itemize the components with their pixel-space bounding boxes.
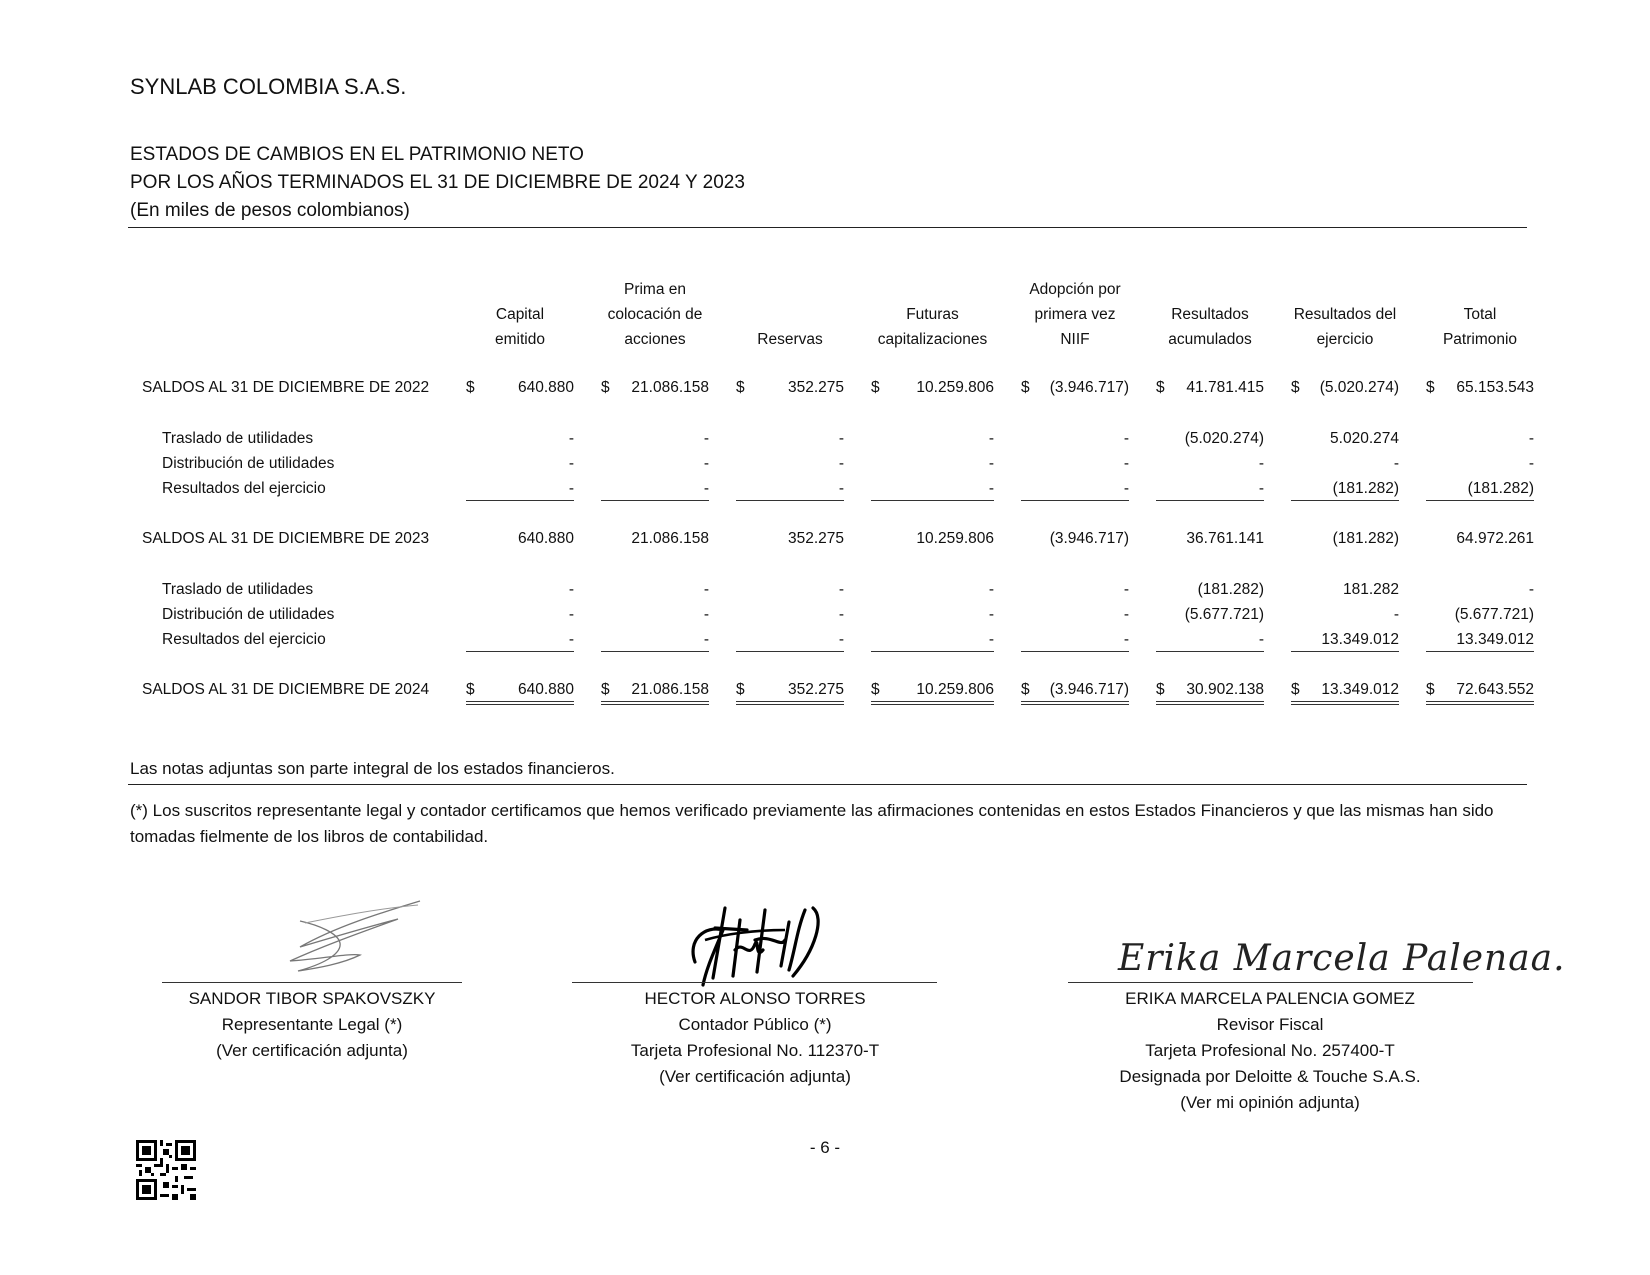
cell-value: 181.282 [1342, 581, 1399, 598]
cell-value: 36.761.141 [1186, 530, 1264, 547]
cell-value: 21.086.158 [631, 379, 709, 396]
cell-value: - [1393, 455, 1399, 472]
signature-line-accountant [572, 982, 937, 983]
cell-value: 640.880 [517, 379, 574, 396]
currency-symbol: $ [1426, 681, 1435, 698]
table-cell [1291, 455, 1399, 475]
page-number: - 6 - [809, 1138, 841, 1157]
column-header-line: Total [1463, 306, 1497, 323]
statement-period: POR LOS AÑOS TERMINADOS EL 31 DE DICIEMBRE DE 2024 Y 2023 [130, 172, 745, 193]
signatory-role: Contador Público (*) [678, 1015, 832, 1034]
cell-value: 352.275 [787, 530, 844, 547]
table-cell [1156, 681, 1264, 701]
cell-value: - [703, 480, 709, 497]
cell-value: 640.880 [517, 681, 574, 698]
cell-value: (5.020.274) [1184, 430, 1264, 447]
table-cell [736, 631, 844, 651]
table-cell [1021, 379, 1129, 399]
table-cell [1156, 530, 1264, 550]
column-header-line: Resultados del [1293, 306, 1397, 323]
currency-symbol: $ [736, 681, 745, 698]
cell-value: - [1123, 430, 1129, 447]
cell-value: - [988, 631, 994, 648]
column-header-line: acumulados [1168, 331, 1252, 348]
cell-value: (3.946.717) [1049, 379, 1129, 396]
movement-row-label: Traslado de utilidades [162, 581, 314, 598]
table-cell [736, 606, 844, 626]
table-cell [871, 455, 994, 475]
table-cell [871, 430, 994, 450]
cell-value: 13.349.012 [1456, 631, 1534, 648]
cell-value: 21.086.158 [631, 530, 709, 547]
table-cell [736, 530, 844, 550]
cell-value: - [1123, 606, 1129, 623]
table-cell [466, 530, 574, 550]
cell-value: (181.282) [1197, 581, 1264, 598]
column-header-line: Futuras [906, 306, 959, 323]
statement-title: ESTADOS DE CAMBIOS EN EL PATRIMONIO NETO [130, 144, 584, 165]
column-header-line: Patrimonio [1442, 331, 1518, 348]
cell-value: - [1123, 455, 1129, 472]
subtotal-underline [1291, 500, 1399, 501]
movement-row-label: Distribución de utilidades [162, 606, 335, 623]
signatory-detail: (Ver mi opinión adjunta) [1180, 1093, 1360, 1112]
total-double-underline [1426, 701, 1534, 705]
table-cell [1021, 430, 1129, 450]
subtotal-underline [1426, 651, 1534, 652]
table-cell [1291, 606, 1399, 626]
total-double-underline [736, 701, 844, 705]
currency-symbol: $ [871, 379, 880, 396]
cell-value: (181.282) [1332, 530, 1399, 547]
signature-line-legal-rep [162, 982, 462, 983]
table-cell [466, 581, 574, 601]
cell-value: - [988, 480, 994, 497]
column-header-line: colocación de [607, 306, 703, 323]
cell-value: 10.259.806 [916, 681, 994, 698]
column-header-line: NIIF [1060, 331, 1090, 348]
total-double-underline [1156, 701, 1264, 705]
cell-value: 352.275 [787, 681, 844, 698]
table-cell [466, 606, 574, 626]
cell-value: - [1123, 631, 1129, 648]
table-cell [871, 606, 994, 626]
table-cell [1021, 581, 1129, 601]
table-cell [1021, 681, 1129, 701]
table-cell [736, 681, 844, 701]
table-cell [871, 379, 994, 399]
statement-units: (En miles de pesos colombianos) [130, 200, 410, 221]
column-header-line: Resultados [1171, 306, 1249, 323]
table-cell [466, 480, 574, 500]
cell-value: - [1258, 455, 1264, 472]
table-cell [1291, 681, 1399, 701]
subtotal-underline [1426, 500, 1534, 501]
cell-value: - [1528, 430, 1534, 447]
cell-value: - [838, 455, 844, 472]
currency-symbol: $ [466, 379, 475, 396]
subtotal-underline [871, 500, 994, 501]
column-header-line: Capital [495, 306, 545, 323]
balance-row-label: SALDOS AL 31 DE DICIEMBRE DE 2023 [142, 530, 430, 547]
table-cell [736, 379, 844, 399]
currency-symbol: $ [871, 681, 880, 698]
cell-value: 10.259.806 [916, 379, 994, 396]
subtotal-underline [871, 651, 994, 652]
cell-value: 30.902.138 [1186, 681, 1264, 698]
table-cell [1426, 681, 1534, 701]
total-double-underline [601, 701, 709, 705]
cell-value: - [703, 631, 709, 648]
column-header-line: ejercicio [1316, 331, 1374, 348]
table-cell [871, 631, 994, 651]
balance-row-label: SALDOS AL 31 DE DICIEMBRE DE 2024 [142, 681, 430, 698]
subtotal-underline [601, 500, 709, 501]
table-cell [1291, 379, 1399, 399]
currency-symbol: $ [1156, 379, 1165, 396]
table-cell [1156, 631, 1264, 651]
table-cell [1291, 480, 1399, 500]
cell-value: - [568, 631, 574, 648]
table-cell [736, 480, 844, 500]
balance-row-label: SALDOS AL 31 DE DICIEMBRE DE 2022 [142, 379, 430, 396]
cell-value: 65.153.543 [1456, 379, 1534, 396]
cell-value: - [703, 430, 709, 447]
cell-value: (181.282) [1332, 480, 1399, 497]
table-cell [1426, 581, 1534, 601]
cell-value: - [1123, 581, 1129, 598]
signature-accountant [685, 900, 845, 990]
table-cell [1426, 530, 1534, 550]
movement-row-label: Resultados del ejercicio [162, 480, 326, 497]
column-header-line: Prima en [623, 281, 687, 298]
table-cell [1156, 606, 1264, 626]
cell-value: 64.972.261 [1456, 530, 1534, 547]
cell-value: - [988, 455, 994, 472]
cell-value: - [568, 455, 574, 472]
table-cell [736, 581, 844, 601]
subtotal-underline [601, 651, 709, 652]
table-cell [1021, 480, 1129, 500]
table-cell [1156, 430, 1264, 450]
cell-value: (3.946.717) [1049, 530, 1129, 547]
signatory-name: HECTOR ALONSO TORRES [644, 989, 866, 1008]
table-cell [601, 530, 709, 550]
table-cell [1426, 606, 1534, 626]
table-cell [736, 430, 844, 450]
column-header-line: emitido [495, 331, 545, 348]
subtotal-underline [1021, 651, 1129, 652]
table-cell [1021, 455, 1129, 475]
subtotal-underline [1156, 500, 1264, 501]
column-header-line: acciones [624, 331, 686, 348]
cell-value: - [568, 430, 574, 447]
table-cell [1156, 480, 1264, 500]
cell-value: - [838, 581, 844, 598]
total-double-underline [1021, 701, 1129, 705]
currency-symbol: $ [466, 681, 475, 698]
cell-value: - [1528, 581, 1534, 598]
table-cell [601, 480, 709, 500]
subtotal-underline [1291, 651, 1399, 652]
signatory-detail: Designada por Deloitte & Touche S.A.S. [1119, 1067, 1421, 1086]
movement-row-label: Traslado de utilidades [162, 430, 314, 447]
cell-value: - [838, 430, 844, 447]
table-cell [466, 379, 574, 399]
cell-value: - [988, 606, 994, 623]
title-divider [128, 227, 1527, 228]
table-cell [871, 681, 994, 701]
cell-value: - [1258, 480, 1264, 497]
cell-value: - [568, 606, 574, 623]
cell-value: 72.643.552 [1456, 681, 1534, 698]
cell-value: 640.880 [517, 530, 574, 547]
cell-value: - [988, 581, 994, 598]
table-cell [1021, 606, 1129, 626]
column-header-line: Reservas [757, 331, 823, 348]
currency-symbol: $ [1291, 379, 1300, 396]
column-header [1390, 302, 1570, 352]
table-cell [601, 455, 709, 475]
total-double-underline [466, 701, 574, 705]
cell-value: 41.781.415 [1186, 379, 1264, 396]
cell-value: - [838, 606, 844, 623]
cell-value: 21.086.158 [631, 681, 709, 698]
notes-integral-text: Las notas adjuntas son parte integral de los estados financieros. [130, 759, 615, 778]
cell-value: - [988, 430, 994, 447]
column-header-line: Adopción por [1029, 281, 1121, 298]
company-name: SYNLAB COLOMBIA S.A.S. [130, 74, 407, 99]
signature-legal-rep [280, 895, 430, 975]
column-header-line: capitalizaciones [877, 331, 988, 348]
table-cell [601, 606, 709, 626]
signatory-detail: Tarjeta Profesional No. 257400-T [1145, 1041, 1395, 1060]
signatory-detail: Tarjeta Profesional No. 112370-T [630, 1041, 880, 1060]
subtotal-underline [1021, 500, 1129, 501]
cell-value: - [1123, 480, 1129, 497]
table-cell [1291, 530, 1399, 550]
signatory-detail: (Ver certificación adjunta) [216, 1041, 408, 1060]
total-double-underline [1291, 701, 1399, 705]
table-cell [1021, 631, 1129, 651]
table-cell [736, 455, 844, 475]
table-cell [871, 480, 994, 500]
subtotal-underline [466, 651, 574, 652]
table-cell [466, 631, 574, 651]
currency-symbol: $ [1426, 379, 1435, 396]
table-cell [871, 530, 994, 550]
table-cell [1426, 631, 1534, 651]
movement-row-label: Resultados del ejercicio [162, 631, 326, 648]
table-cell [601, 581, 709, 601]
cell-value: - [703, 581, 709, 598]
total-double-underline [871, 701, 994, 705]
table-cell [1426, 379, 1534, 399]
signatory-name: SANDOR TIBOR SPAKOVSZKY [188, 989, 436, 1008]
currency-symbol: $ [1021, 681, 1030, 698]
signature-line-fiscal-reviewer [1068, 982, 1473, 983]
cell-value: - [703, 455, 709, 472]
table-cell [601, 681, 709, 701]
cell-value: - [1528, 455, 1534, 472]
table-cell [466, 455, 574, 475]
table-cell [466, 681, 574, 701]
currency-symbol: $ [1156, 681, 1165, 698]
table-cell [1156, 581, 1264, 601]
table-cell [1426, 430, 1534, 450]
subtotal-underline [736, 651, 844, 652]
cell-value: - [568, 581, 574, 598]
currency-symbol: $ [1021, 379, 1030, 396]
table-cell [1291, 581, 1399, 601]
table-cell [601, 631, 709, 651]
subtotal-underline [1156, 651, 1264, 652]
table-cell [1156, 379, 1264, 399]
cell-value: - [568, 480, 574, 497]
table-cell [1426, 455, 1534, 475]
table-cell [601, 430, 709, 450]
notes-divider [128, 784, 1527, 785]
cell-value: 13.349.012 [1321, 681, 1399, 698]
table-cell [1156, 455, 1264, 475]
table-cell [1291, 631, 1399, 651]
table-cell [1021, 530, 1129, 550]
cell-value: - [1393, 606, 1399, 623]
certification-text: (*) Los suscritos representante legal y contador certificamos que hemos verificado previamente las afirmaciones contenidas en estos Estados Financieros y que las mismas han sido tomadas fielmente de los libros de contabilidad. [130, 801, 1494, 846]
cell-value: - [703, 606, 709, 623]
cell-value: (5.677.721) [1184, 606, 1264, 623]
column-header-line: primera vez [1034, 306, 1116, 323]
signatory-role: Representante Legal (*) [221, 1015, 403, 1034]
table-cell [871, 581, 994, 601]
table-cell [1291, 430, 1399, 450]
cell-value: 352.275 [787, 379, 844, 396]
table-cell [601, 379, 709, 399]
qr-code-icon [136, 1140, 196, 1200]
cell-value: - [838, 480, 844, 497]
signatory-role: Revisor Fiscal [1216, 1015, 1324, 1034]
currency-symbol: $ [1291, 681, 1300, 698]
currency-symbol: $ [736, 379, 745, 396]
table-cell [1426, 480, 1534, 500]
cell-value: 5.020.274 [1330, 430, 1399, 447]
cell-value: (181.282) [1467, 480, 1534, 497]
cell-value: (3.946.717) [1049, 681, 1129, 698]
movement-row-label: Distribución de utilidades [162, 455, 335, 472]
signatory-detail: (Ver certificación adjunta) [659, 1067, 851, 1086]
cell-value: - [838, 631, 844, 648]
subtotal-underline [736, 500, 844, 501]
cell-value: 10.259.806 [916, 530, 994, 547]
currency-symbol: $ [601, 379, 610, 396]
table-cell [466, 430, 574, 450]
cell-value: - [1258, 631, 1264, 648]
cell-value: (5.020.274) [1319, 379, 1399, 396]
cell-value: (5.677.721) [1454, 606, 1534, 623]
cell-value: 13.349.012 [1321, 631, 1399, 648]
signature-fiscal-reviewer: Erika Marcela Palenaa. [1118, 938, 1566, 979]
signatory-name: ERIKA MARCELA PALENCIA GOMEZ [1125, 989, 1415, 1008]
currency-symbol: $ [601, 681, 610, 698]
subtotal-underline [466, 500, 574, 501]
